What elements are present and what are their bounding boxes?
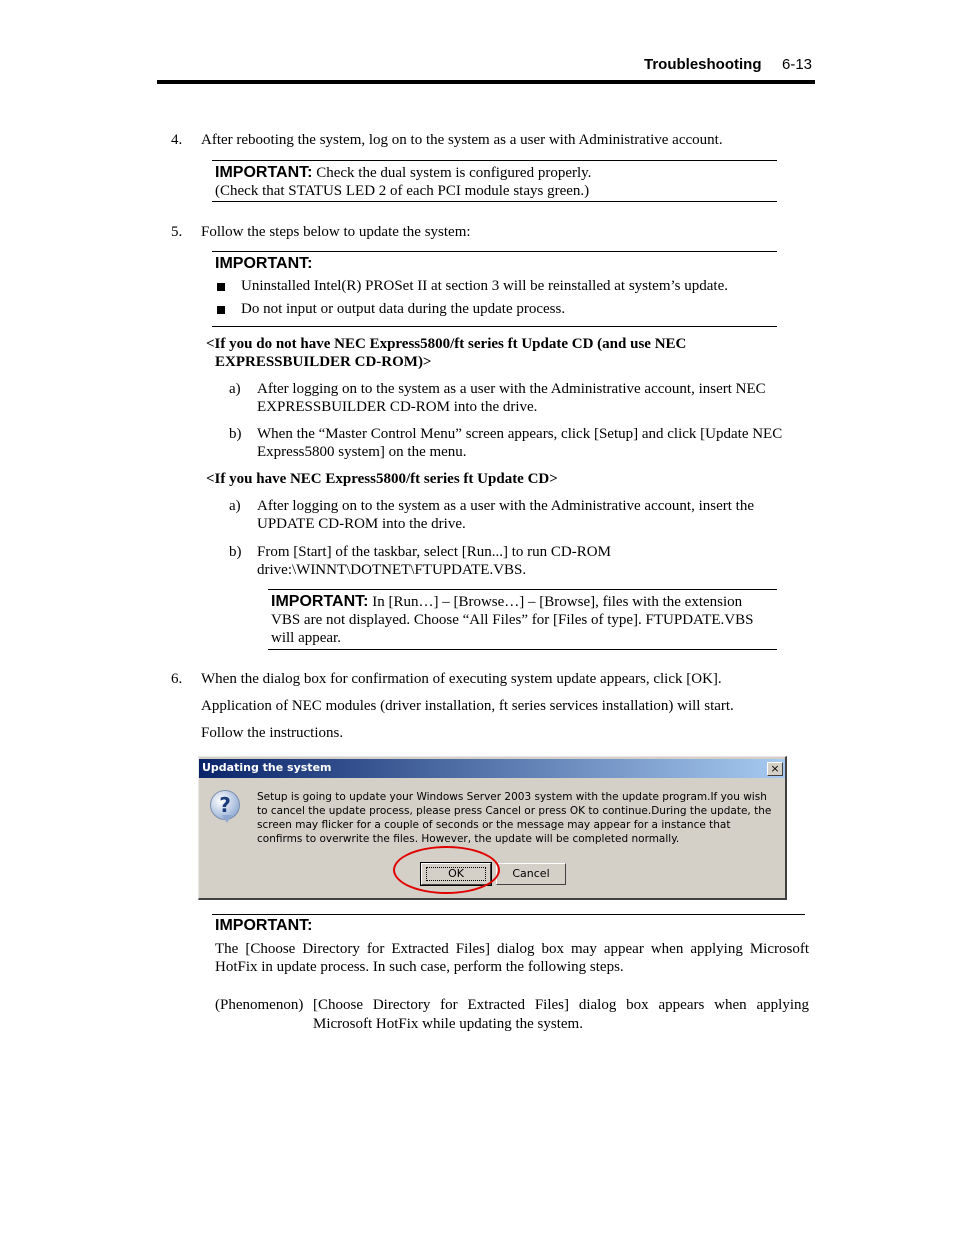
ok-button-label: OK bbox=[448, 867, 464, 880]
important-label: IMPORTANT: bbox=[271, 593, 369, 610]
substep-marker: b) bbox=[229, 544, 242, 560]
substep-text: From [Start] of the taskbar, select [Run...] to run CD-ROM bbox=[257, 544, 611, 560]
important-text: In [Run…] – [Browse…] – [Browse], files with the extension bbox=[368, 594, 743, 610]
step-6-paragraph: Application of NEC modules (driver installation, ft series services installation) will start. bbox=[201, 698, 734, 714]
bullet-item: Do not input or output data during the update process. bbox=[241, 301, 566, 317]
important-box-top-rule bbox=[212, 160, 777, 161]
substep-text: When the “Master Control Menu” screen appears, click [Setup] and click [Update NEC bbox=[257, 426, 783, 442]
question-icon-tail bbox=[222, 815, 232, 823]
substep-marker: a) bbox=[229, 381, 241, 397]
important-text-line3: will appear. bbox=[271, 630, 341, 646]
bullet-square-icon bbox=[217, 306, 225, 314]
step-6-paragraph: Follow the instructions. bbox=[201, 725, 344, 741]
bullet-square-icon bbox=[217, 283, 225, 291]
step-6-text: When the dialog box for confirmation of executing system update appears, click [OK]. bbox=[201, 671, 722, 687]
header-rule bbox=[157, 80, 815, 84]
step-5-text: Follow the steps below to update the system: bbox=[201, 224, 471, 240]
important-text-line2: HotFix in update process. In such case, perform the following steps. bbox=[215, 959, 624, 975]
section-heading-no-cd: <If you do not have NEC Express5800/ft series ft Update CD (and use NEC bbox=[206, 336, 687, 352]
step-5-number: 5. bbox=[171, 224, 183, 240]
substep-text: After logging on to the system as a user with the Administrative account, insert NEC bbox=[257, 381, 766, 397]
important-note-step4 bbox=[215, 164, 775, 182]
section-heading-no-cd-line2: EXPRESSBUILDER CD-ROM)> bbox=[215, 354, 432, 370]
dialog-message: Setup is going to update your Windows Server 2003 system with the update program.If you wish to cancel the update process, please press Cancel or press OK to continue.During the update, the screen may flicker for a couple of seconds or the message may appear for a instance that confirms to overwrite the files. However, the update will be completed normally. bbox=[257, 791, 772, 845]
step-4-number: 4. bbox=[171, 132, 183, 148]
substep-marker: a) bbox=[229, 498, 241, 514]
substep-text-line2: UPDATE CD-ROM into the drive. bbox=[257, 516, 466, 532]
substep-text: After logging on to the system as a user with the Administrative account, insert the bbox=[257, 498, 754, 514]
important-label: IMPORTANT: bbox=[215, 917, 313, 934]
important-box-top-rule bbox=[212, 914, 805, 915]
close-icon[interactable]: × bbox=[767, 762, 783, 776]
question-icon: ? bbox=[210, 790, 240, 820]
phenomenon-text-line2: Microsoft HotFix while updating the system. bbox=[313, 1016, 583, 1032]
dialog-title-bar bbox=[199, 759, 785, 778]
substep-marker: b) bbox=[229, 426, 242, 442]
running-header-title: Troubleshooting bbox=[644, 56, 762, 73]
highlight-circle bbox=[393, 846, 500, 894]
substep-text-line2: Express5800 system] on the menu. bbox=[257, 444, 467, 460]
important-box-bottom-rule bbox=[212, 201, 777, 202]
dialog-title: Updating the system bbox=[202, 761, 332, 774]
phenomenon-text: [Choose Directory for Extracted Files] dialog box appears when applying bbox=[313, 997, 809, 1013]
important-text: Check the dual system is configured properly. bbox=[312, 165, 592, 181]
important-text-line2: VBS are not displayed. Choose “All Files” for [Files of type]. FTUPDATE.VBS bbox=[271, 612, 754, 628]
step-6-number: 6. bbox=[171, 671, 183, 687]
important-note-browse bbox=[271, 593, 776, 611]
important-label: IMPORTANT: bbox=[215, 164, 313, 181]
important-text-line2: (Check that STATUS LED 2 of each PCI module stays green.) bbox=[215, 183, 590, 199]
important-label: IMPORTANT: bbox=[215, 255, 313, 272]
cancel-button[interactable]: Cancel bbox=[496, 863, 566, 885]
section-heading-with-cd: <If you have NEC Express5800/ft series ft Update CD> bbox=[206, 471, 558, 487]
phenomenon-label: (Phenomenon) bbox=[215, 997, 304, 1013]
step-4-text: After rebooting the system, log on to the system as a user with Administrative account. bbox=[201, 132, 723, 148]
important-text: The [Choose Directory for Extracted Files] dialog box may appear when applying Microsoft bbox=[215, 941, 809, 957]
update-dialog-screenshot bbox=[198, 756, 787, 900]
bullet-item: Uninstalled Intel(R) PROSet II at section 3 will be reinstalled at system’s update. bbox=[241, 278, 728, 294]
important-box-bottom-rule bbox=[268, 649, 777, 650]
important-box-top-rule bbox=[268, 589, 777, 590]
substep-text-line2: EXPRESSBUILDER CD-ROM into the drive. bbox=[257, 399, 538, 415]
page-number: 6-13 bbox=[782, 56, 813, 73]
substep-text-line2: drive:\WINNT\DOTNET\FTUPDATE.VBS. bbox=[257, 562, 527, 578]
important-box-bottom-rule bbox=[212, 326, 777, 327]
important-box-top-rule bbox=[212, 251, 777, 252]
